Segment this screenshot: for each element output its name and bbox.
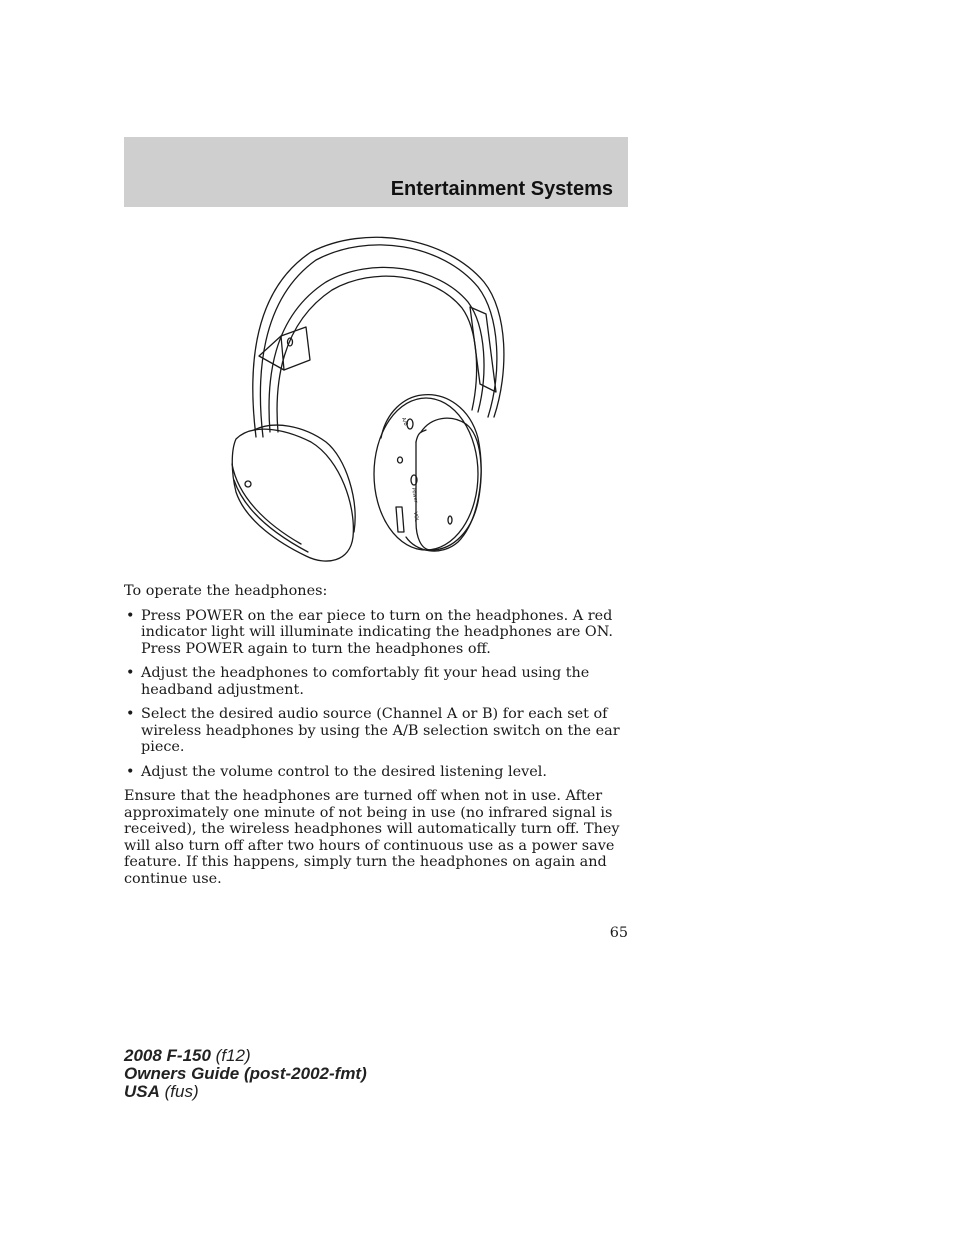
list-item: • Press POWER on the ear piece to turn on the headphones. A red indicator light will illuminate indicating the headphones are ON. Press POWER again to turn the headphones off. (126, 607, 613, 657)
section-header-band (124, 137, 628, 207)
headphones-figure (226, 232, 510, 566)
page-number: 65 (609, 925, 628, 941)
power-label: Power (410, 487, 419, 504)
footer-line-model: 2008 F-150 (f12) (124, 1046, 251, 1065)
headphones-icon (226, 232, 510, 566)
list-item: • Adjust the volume control to the desired listening level. (126, 763, 547, 780)
intro-paragraph: To operate the headphones: (124, 583, 328, 599)
bullet-icon: • (126, 706, 135, 722)
footer-line-guide: Owners Guide (post-2002-fmt) (124, 1064, 367, 1083)
bullet-icon: • (126, 607, 135, 624)
body-text (124, 583, 628, 887)
closing-paragraph: Ensure that the headphones are turned off when not in use. After approximately one minute of not being in use (no infrared signal is received), the wireless headphones will automatically turn off. They will also turn off after two hours of continuous use as a power save feature. If this happens, simply turn the headphones on again and continue use. (124, 788, 620, 887)
instruction-list (124, 608, 628, 781)
section-title: Entertainment Systems (390, 178, 613, 200)
bullet-icon: • (126, 763, 135, 780)
list-item: • Select the desired audio source (Channel A or B) for each set of wireless headphones by using the A/B selection switch on the ear piece. (126, 706, 620, 755)
ab-switch-label: A/B (400, 416, 409, 427)
bullet-icon: • (126, 665, 135, 681)
document-footer (124, 1047, 367, 1101)
footer-line-market: USA (fus) (124, 1082, 199, 1101)
list-item: • Adjust the headphones to comfortably fit your head using the headband adjustment. (126, 665, 590, 698)
volume-label: VOL (412, 511, 420, 523)
